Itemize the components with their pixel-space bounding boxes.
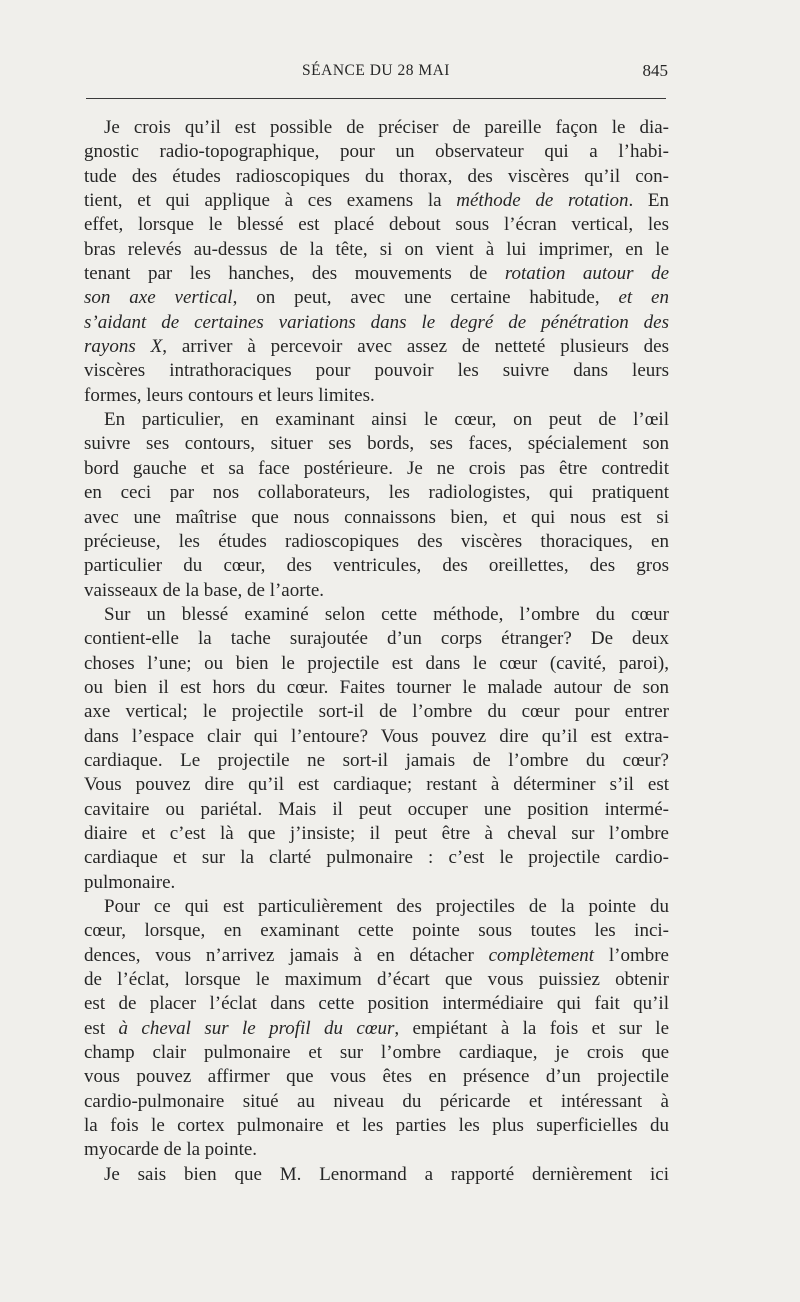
- text-segment: , on peut, avec une certaine habitude,: [232, 287, 619, 309]
- text-segment: suivre ses contours, situer ses bords, ses faces, spécialement son: [84, 433, 669, 455]
- text-line: [84, 773, 669, 797]
- text-line: [84, 798, 669, 822]
- text-line: [84, 481, 669, 505]
- text-line: [84, 846, 669, 870]
- text-line: [84, 554, 669, 578]
- text-segment: axe vertical; le projectile sort-il de l’ombre du cœur pour entrer: [84, 701, 669, 723]
- text-segment: l’ombre: [594, 944, 669, 966]
- text-line: [84, 384, 669, 408]
- text-segment: cardiaque. Le projectile ne sort-il jamais de l’ombre du cœur?: [84, 749, 669, 771]
- text-segment: , empiétant à la fois et sur le: [394, 1017, 670, 1039]
- text-line: [84, 919, 669, 943]
- text-segment: bord gauche et sa face postérieure. Je ne crois pas être contredit: [84, 457, 669, 479]
- text-line: [84, 286, 669, 310]
- text-line: [84, 627, 669, 651]
- italic-text: méthode de rotation: [456, 190, 629, 212]
- text-line: [84, 432, 669, 456]
- italic-text: s’aidant de certaines variations dans le degré de pénétration des: [84, 311, 669, 333]
- text-line: [84, 1065, 669, 1089]
- text-line: [84, 1163, 669, 1187]
- text-segment: cardiaque et sur la clarté pulmonaire : c’est le projectile cardio-: [84, 847, 669, 869]
- text-segment: Pour ce qui est particulièrement des projectiles de la pointe du: [104, 896, 669, 917]
- text-segment: . En: [628, 190, 670, 212]
- text-line: [84, 944, 669, 968]
- text-segment: en ceci par nos collaborateurs, les radiologistes, qui pratiquent: [84, 482, 669, 504]
- text-line: [84, 652, 669, 676]
- text-line: [84, 1017, 669, 1041]
- text-segment: effet, lorsque le blessé est placé debout sous l’écran vertical, les: [84, 214, 669, 236]
- italic-text: rotation autour de: [504, 263, 670, 285]
- body-text: [84, 116, 669, 1187]
- text-segment: vous pouvez affirmer que vous êtes en présence d’un projectile: [84, 1066, 669, 1088]
- text-line: [84, 189, 669, 213]
- header-rule: [86, 98, 666, 99]
- text-segment: , arriver à percevoir avec assez de netteté plusieurs des: [162, 336, 669, 358]
- text-segment: Sur un blessé examiné selon cette méthode, l’ombre du cœur: [104, 603, 669, 625]
- text-segment: gnostic radio-topographique, pour un observateur qui a l’habi-: [84, 141, 669, 163]
- text-line: [84, 311, 669, 335]
- text-line: [84, 579, 669, 603]
- italic-text: et en: [618, 287, 669, 309]
- text-segment: Je crois qu’il est possible de préciser de pareille façon le dia-: [104, 117, 669, 138]
- text-line: [84, 359, 669, 383]
- text-segment: myocarde de la pointe.: [84, 1139, 258, 1161]
- text-segment: est: [84, 1017, 119, 1039]
- page-header: [84, 60, 668, 86]
- text-segment: la fois le cortex pulmonaire et les parties les plus superficielles du: [84, 1115, 669, 1137]
- text-line: [84, 1114, 669, 1138]
- text-segment: formes, leurs contours et leurs limites.: [84, 384, 375, 406]
- text-line: [84, 968, 669, 992]
- text-segment: bras relevés au-dessus de la tête, si on vient à lui imprimer, en le: [84, 238, 669, 260]
- text-segment: contient-elle la tache surajoutée d’un corps étranger? De deux: [84, 628, 669, 650]
- text-segment: pulmonaire.: [84, 871, 176, 893]
- italic-text: son axe vertical: [84, 287, 233, 309]
- text-line: [84, 165, 669, 189]
- text-segment: cardio-pulmonaire situé au niveau du péricarde et intéressant à: [84, 1090, 669, 1112]
- text-line: [84, 238, 669, 262]
- text-line: [84, 262, 669, 286]
- text-segment: Vous pouvez dire qu’il est cardiaque; restant à déterminer s’il est: [84, 774, 669, 796]
- text-segment: tenant par les hanches, des mouvements de: [84, 263, 505, 285]
- text-segment: Je sais bien que M. Lenormand a rapporté dernièrement ici: [104, 1163, 669, 1185]
- text-segment: dences, vous n’arrivez jamais à en détacher: [84, 944, 489, 966]
- text-segment: dans l’espace clair qui l’entoure? Vous pouvez dire qu’il est extra-: [84, 725, 669, 747]
- text-segment: avec une maîtrise que nous connaissons bien, et qui nous est si: [84, 506, 669, 528]
- running-head: SÉANCE DU 28 MAI: [302, 62, 450, 79]
- text-segment: vaisseaux de la base, de l’aorte.: [84, 579, 325, 601]
- page-number: 845: [642, 61, 668, 80]
- text-segment: est de placer l’éclat dans cette position intermédiaire qui fait qu’il: [84, 993, 669, 1015]
- text-segment: tude des études radioscopiques du thorax, des viscères qu’il con-: [84, 165, 669, 187]
- text-line: [84, 506, 669, 530]
- text-line: [84, 676, 669, 700]
- text-line: [84, 408, 669, 432]
- text-segment: champ clair pulmonaire et sur l’ombre cardiaque, je crois que: [84, 1042, 669, 1064]
- italic-text: complètement: [488, 944, 595, 966]
- text-line: [84, 457, 669, 481]
- text-line: [84, 213, 669, 237]
- text-segment: viscères intrathoraciques pour pouvoir les suivre dans leurs: [84, 360, 669, 382]
- text-line: [84, 749, 669, 773]
- text-line: [84, 116, 669, 140]
- text-line: [84, 822, 669, 846]
- italic-text: à cheval sur le profil du cœur: [118, 1017, 395, 1039]
- text-line: [84, 871, 669, 895]
- text-line: [84, 335, 669, 359]
- text-segment: de l’éclat, lorsque le maximum d’écart que vous puissiez obtenir: [84, 969, 669, 991]
- text-segment: diaire et c’est là que j’insiste; il peut être à cheval sur l’ombre: [84, 822, 669, 844]
- text-line: [84, 1090, 669, 1114]
- text-segment: particulier du cœur, des ventricules, des oreillettes, des gros: [84, 555, 669, 577]
- text-line: [84, 140, 669, 164]
- text-line: [84, 1138, 669, 1162]
- text-segment: précieuse, les études radioscopiques des viscères thoraciques, en: [84, 530, 669, 552]
- text-line: [84, 603, 669, 627]
- text-segment: cœur, lorsque, en examinant cette pointe sous toutes les inci-: [84, 920, 669, 942]
- text-line: [84, 1041, 669, 1065]
- text-line: [84, 992, 669, 1016]
- text-line: [84, 530, 669, 554]
- text-segment: choses l’une; ou bien le projectile est dans le cœur (cavité, paroi),: [84, 652, 669, 674]
- italic-text: rayons X: [84, 336, 163, 358]
- text-line: [84, 700, 669, 724]
- text-segment: cavitaire ou pariétal. Mais il peut occuper une position intermé-: [84, 798, 669, 820]
- text-segment: En particulier, en examinant ainsi le cœur, on peut de l’œil: [104, 409, 669, 431]
- text-line: [84, 895, 669, 919]
- text-segment: ou bien il est hors du cœur. Faites tourner le malade autour de son: [84, 676, 669, 698]
- text-segment: tient, et qui applique à ces examens la: [84, 190, 457, 212]
- text-line: [84, 725, 669, 749]
